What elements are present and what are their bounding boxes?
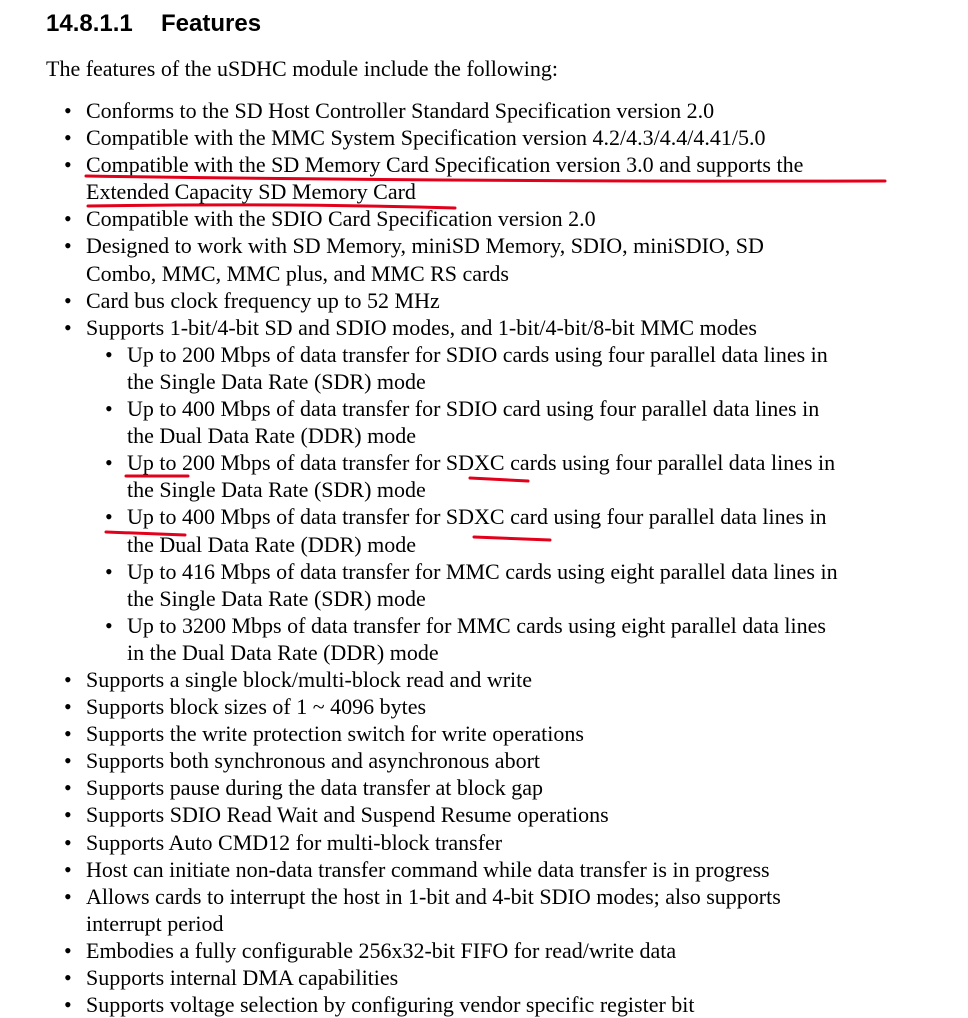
item-text-line: the Single Data Rate (SDR) mode <box>127 585 426 611</box>
bullet-icon: • <box>64 314 72 340</box>
item-text-line: Supports voltage selection by configuring vendor specific register bit <box>86 992 695 1018</box>
item-text-line: Up to 3200 Mbps of data transfer for MMC cards using eight parallel data lines <box>127 612 826 638</box>
bullet-icon: • <box>64 748 72 774</box>
bullet-icon: • <box>64 883 72 909</box>
bullet-icon: • <box>105 396 113 422</box>
feature-item <box>64 666 964 693</box>
item-text-line: Supports Auto CMD12 for multi-block transfer <box>86 829 503 855</box>
item-text-line: Compatible with the SDIO Card Specification version 2.0 <box>86 206 596 232</box>
bullet-icon: • <box>64 125 72 151</box>
item-text-line: Up to 200 Mbps of data transfer for SDIO cards using four parallel data lines in <box>127 341 828 367</box>
bullet-icon: • <box>64 206 72 232</box>
item-text-line: Up to 200 Mbps of data transfer for SDXC cards using four parallel data lines in <box>127 450 836 476</box>
item-text-line: Supports pause during the data transfer at block gap <box>86 775 543 801</box>
feature-item <box>64 991 964 1018</box>
bullet-icon: • <box>64 694 72 720</box>
feature-item <box>64 829 964 856</box>
item-text-line: Supports 1-bit/4-bit SD and SDIO modes, and 1-bit/4-bit/8-bit MMC modes <box>86 314 757 340</box>
bullet-icon: • <box>105 450 113 476</box>
sub-feature-item <box>105 449 964 503</box>
bullet-icon: • <box>64 802 72 828</box>
item-text-line: the Single Data Rate (SDR) mode <box>127 477 426 503</box>
bullet-icon: • <box>64 287 72 313</box>
item-text-line: Supports a single block/multi-block read and write <box>86 666 533 692</box>
item-text-line: Up to 400 Mbps of data transfer for SDIO card using four parallel data lines in <box>127 396 820 422</box>
item-text-line: in the Dual Data Rate (DDR) mode <box>127 639 439 665</box>
bullet-icon: • <box>64 233 72 259</box>
item-text-line: Up to 400 Mbps of data transfer for SDXC card using four parallel data lines in <box>127 504 827 530</box>
bullet-icon: • <box>64 856 72 882</box>
sub-feature-item <box>105 503 964 557</box>
bullet-icon: • <box>64 992 72 1018</box>
bullet-icon: • <box>64 937 72 963</box>
feature-item <box>64 883 964 937</box>
sub-feature-item <box>105 612 964 666</box>
bullet-icon: • <box>64 666 72 692</box>
bullet-icon: • <box>105 612 113 638</box>
item-text-line: interrupt period <box>86 910 224 936</box>
item-text-line: Supports SDIO Read Wait and Suspend Resume operations <box>86 802 609 828</box>
bullet-icon: • <box>64 721 72 747</box>
item-text-line: Compatible with the MMC System Specification version 4.2/4.3/4.4/4.41/5.0 <box>86 125 766 151</box>
item-text-line: Supports the write protection switch for write operations <box>86 721 584 747</box>
feature-item <box>64 314 964 666</box>
item-text-line: Allows cards to interrupt the host in 1-bit and 4-bit SDIO modes; also supports <box>86 883 781 909</box>
sub-feature-item <box>105 341 964 395</box>
item-text-line: Extended Capacity SD Memory Card <box>86 179 416 205</box>
bullet-icon: • <box>105 504 113 530</box>
item-text-line: Card bus clock frequency up to 52 MHz <box>86 287 440 313</box>
bullet-icon: • <box>64 965 72 990</box>
item-text-line: the Dual Data Rate (DDR) mode <box>127 423 416 449</box>
item-text-line: Conforms to the SD Host Controller Standard Specification version 2.0 <box>86 98 715 123</box>
feature-item <box>64 747 964 774</box>
item-text-line: the Single Data Rate (SDR) mode <box>127 368 426 394</box>
intro-paragraph: The features of the uSDHC module include the following: <box>46 56 558 81</box>
item-text-line: Supports internal DMA capabilities <box>86 965 399 990</box>
feature-item <box>64 124 964 151</box>
feature-item <box>64 937 964 964</box>
item-text-line: Compatible with the SD Memory Card Specification version 3.0 and supports the <box>86 152 804 178</box>
item-text-line: Combo, MMC, MMC plus, and MMC RS cards <box>86 260 509 286</box>
bullet-icon: • <box>64 775 72 801</box>
item-text-line: the Dual Data Rate (DDR) mode <box>127 531 416 557</box>
feature-item <box>64 856 964 883</box>
feature-item <box>64 801 964 828</box>
features-list <box>64 97 964 1018</box>
bullet-icon: • <box>105 558 113 584</box>
feature-item <box>64 232 964 286</box>
feature-item <box>64 287 964 314</box>
item-text-line: Host can initiate non-data transfer command while data transfer is in progress <box>86 856 770 882</box>
feature-item <box>64 964 964 991</box>
item-text-line: Supports both synchronous and asynchronous abort <box>86 748 541 774</box>
bullet-icon: • <box>64 98 72 123</box>
item-text-line: Supports block sizes of 1 ~ 4096 bytes <box>86 694 427 720</box>
section-heading <box>46 10 261 38</box>
feature-item <box>64 151 964 205</box>
item-text-line: Up to 416 Mbps of data transfer for MMC cards using eight parallel data lines in <box>127 558 838 584</box>
feature-item <box>64 97 964 124</box>
sub-feature-item <box>105 395 964 449</box>
bullet-icon: • <box>64 152 72 178</box>
feature-item <box>64 205 964 232</box>
feature-item <box>64 774 964 801</box>
feature-item <box>64 693 964 720</box>
bullet-icon: • <box>105 341 113 367</box>
sub-feature-item <box>105 558 964 612</box>
item-text-line: Embodies a fully configurable 256x32-bit FIFO for read/write data <box>86 937 677 963</box>
item-text-line: Designed to work with SD Memory, miniSD Memory, SDIO, miniSDIO, SD <box>86 233 764 259</box>
bullet-icon: • <box>64 829 72 855</box>
section-title: Features <box>161 10 262 37</box>
feature-item <box>64 720 964 747</box>
sub-feature-list <box>86 341 964 666</box>
section-number: 14.8.1.1 <box>46 10 133 37</box>
